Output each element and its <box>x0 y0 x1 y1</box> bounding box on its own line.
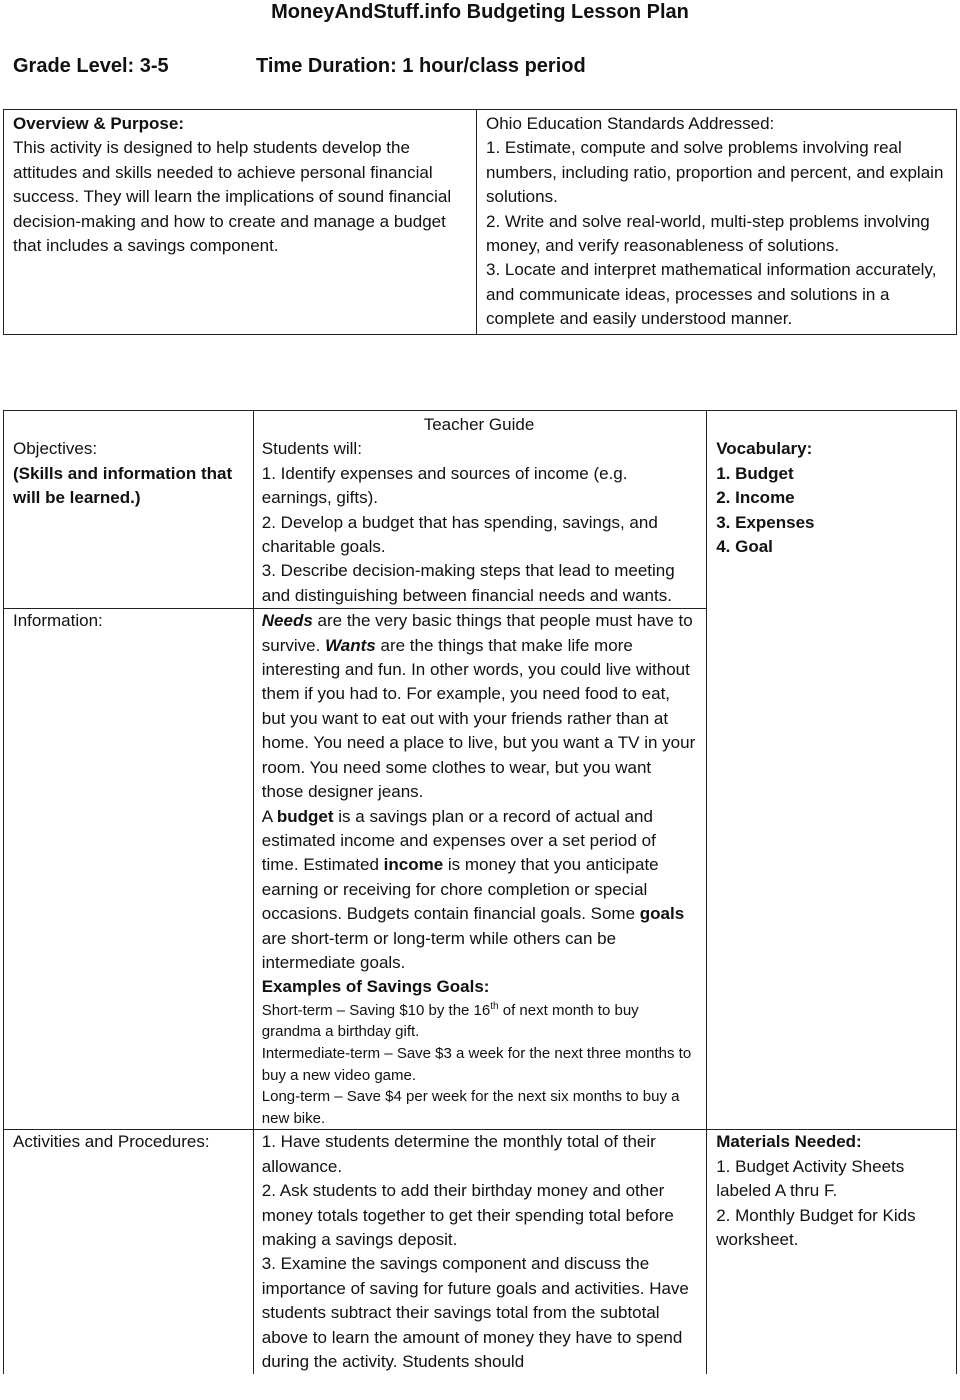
information-cell <box>4 609 254 1130</box>
materials-cell <box>707 1130 957 1375</box>
vocab-item: 3. Expenses <box>716 512 815 532</box>
overview-table <box>3 109 957 335</box>
grade-level: Grade Level: 3-5 <box>13 55 169 77</box>
teacher-guide-table <box>3 410 957 1374</box>
objective-item: 1. Identify expenses and sources of income (e.g. earnings, gifts). <box>261 463 628 508</box>
examples-heading: Examples of Savings Goals: <box>261 977 490 997</box>
information-paragraph <box>262 609 696 804</box>
information-content <box>253 609 706 1130</box>
standard-item: 3. Locate and interpret mathematical information accurately, and communicate ideas, processes and solutions in a complete and easily understood manner. <box>486 260 937 329</box>
budget-paragraph <box>262 805 696 976</box>
goals-term: goals <box>639 904 685 924</box>
needs-term: Needs <box>261 611 313 631</box>
example-long-term: Long-term – Save $4 per week for the next six months to buy a new bike. <box>261 1088 680 1127</box>
objectives-sub: (Skills and information that will be learned.) <box>13 463 233 508</box>
activities-label: Activities and Procedures: <box>13 1132 210 1152</box>
students-will: Students will: <box>261 439 362 459</box>
material-item: 2. Monthly Budget for Kids worksheet. <box>716 1205 916 1249</box>
standards-heading: Ohio Education Standards Addressed: <box>486 114 775 133</box>
ordinal-suffix: th <box>490 1000 499 1012</box>
standard-item: 1. Estimate, compute and solve problems involving real numbers, including ratio, proportion and percent, and explain solutions. <box>486 138 944 207</box>
activities-content <box>253 1130 706 1375</box>
activity-item: 2. Ask students to add their birthday money and other money totals together to get their spending total before making a savings deposit. <box>261 1181 674 1249</box>
budget-text: is a savings plan or a record of actual and estimated income and expenses over a set period of time. Estimated <box>261 806 656 875</box>
goals-text: are short-term or long-term while others can be intermediate goals. <box>261 928 617 972</box>
standard-item: 2. Write and solve real-world, multi-step problems involving money, and verify reasonableness of solutions. <box>486 211 930 256</box>
overview-body: This activity is designed to help students develop the attitudes and skills needed to achieve personal financial success. They will learn the implications of sound financial decision-making and how to create and manage a budget that includes a savings component. <box>13 138 452 256</box>
vocab-item: 2. Income <box>716 488 795 508</box>
objectives-content <box>253 437 706 608</box>
information-label: Information: <box>13 611 103 631</box>
overview-cell <box>4 110 477 335</box>
vocabulary-label: Vocabulary: <box>716 439 813 459</box>
income-term: income <box>383 855 444 875</box>
activities-cell <box>4 1130 254 1375</box>
activity-item: 1. Have students determine the monthly total of their allowance. <box>261 1132 656 1176</box>
budget-term: budget <box>276 806 334 826</box>
materials-label: Materials Needed: <box>716 1132 862 1152</box>
material-item: 1. Budget Activity Sheets labeled A thru F. <box>716 1156 905 1201</box>
wants-text: are the things that make life more interesting and fun. In other words, you could live without them if you had to. For example, you need food to eat, but you want to eat out with your friends rather than at home. You need a place to live, but you want a TV in your room. You need some clothes to wear, but you want those designer jeans. <box>261 635 696 802</box>
guide-header-left <box>4 411 254 438</box>
vocab-item: 4. Goal <box>716 537 773 557</box>
objective-item: 2. Develop a budget that has spending, savings, and charitable goals. <box>261 512 658 557</box>
objectives-cell <box>4 437 254 608</box>
objectives-label: Objectives: <box>13 439 98 459</box>
short-term-text: Short-term – Saving $10 by the 16 <box>261 1001 491 1019</box>
vocabulary-cell <box>707 437 957 1129</box>
activity-item: 3. Examine the savings component and discuss the importance of saving for future goals and activities. Have students subtract their savings total from the subtotal above to learn the amount of money they have to spend during the activity. Students should <box>261 1254 689 1371</box>
income-text: is money that you anticipate earning or receiving for chore completion or special occasions. Budgets contain financial goals. Some <box>261 855 659 924</box>
short-term-rest: of next month to buy grandma a birthday gift. <box>261 1001 639 1041</box>
objective-item: 3. Describe decision-making steps that lead to meeting and distinguishing between financial needs and wants. <box>261 561 675 605</box>
page-title: MoneyAndStuff.info Budgeting Lesson Plan <box>271 1 689 23</box>
example-intermediate-term: Intermediate-term – Save $3 a week for the next three months to buy a new video game. <box>261 1044 692 1084</box>
vocab-item: 1. Budget <box>716 463 794 483</box>
overview-heading: Overview & Purpose: <box>13 114 185 133</box>
standards-cell <box>477 110 957 335</box>
budget-pre: A <box>261 806 277 826</box>
guide-header: Teacher Guide <box>253 411 706 438</box>
guide-header-right <box>707 411 957 438</box>
example-short-term <box>262 1000 696 1043</box>
time-duration: Time Duration: 1 hour/class period <box>256 55 586 77</box>
wants-term: Wants <box>325 635 376 655</box>
needs-text: are the very basic things that people must have to survive. <box>261 611 693 655</box>
